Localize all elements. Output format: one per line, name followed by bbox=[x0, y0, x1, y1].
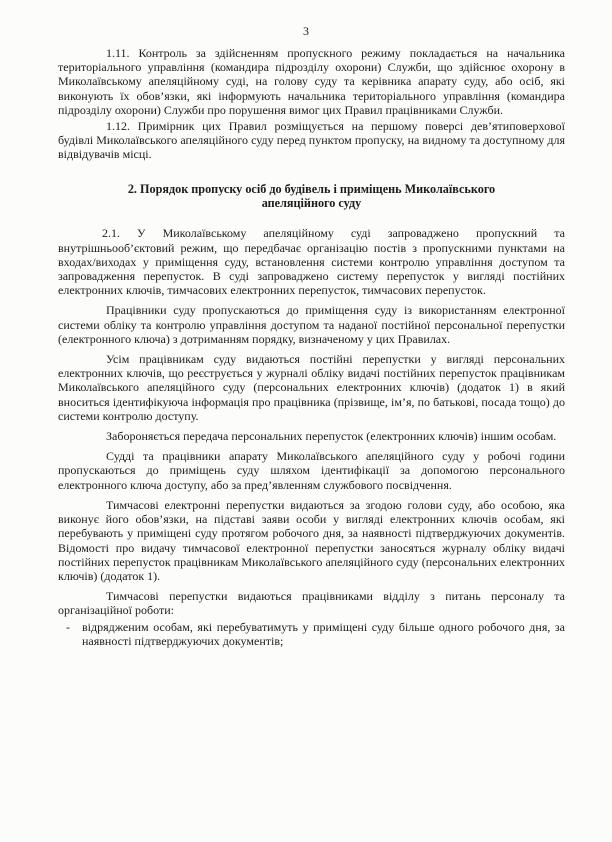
paragraph-staff-access: Працівники суду пропускаються до приміщення суду із використанням електронної системи обліку та контролю управління доступом та наданої постійної персональної перепустки (електронного ключа) з дотриманням порядку, визначеному у цих Правилах. bbox=[58, 303, 565, 346]
section-heading: 2. Порядок пропуску осіб до будівель і приміщень Миколаївського апеляційного суду bbox=[127, 181, 496, 211]
bullet-list bbox=[58, 620, 565, 648]
paragraph-2-1: 2.1. У Миколаївському апеляційному суді запроваджено пропускний та внутрішньооб’єктовий режим, що передбачає організацію постів з пропускними пунктами на входах/виходах у приміщення суду, встановлення системи контролю управління доступом та запровадження перепусток. В суді запроваджено систему перепусток у вигляді постійних електронних ключів, тимчасових електронних перепусток, тимчасових перепусток. bbox=[58, 226, 565, 298]
paragraph-permanent-passes: Усім працівникам суду видаються постійні перепустки у вигляді персональних електронних ключів, що реєструється у журналі обліку видачі постійних перепусток працівникам Миколаївського апеляційного суду (персональних електронних ключів) (додаток 1) в який вноситься ідентифікуюча інформація про працівника (прізвище, ім’я, по батькові, посада тощо) до системи контролю доступу. bbox=[58, 352, 565, 423]
paragraph-judges-access: Судді та працівники апарату Миколаївського апеляційного суду у робочі години пропускаються до приміщень суду шляхом ідентифікації за допомогою персонального електронного ключа доступу, або за пред’явленням службового посвідчення. bbox=[58, 449, 565, 492]
paragraph-temporary-electronic-passes: Тимчасові електронні перепустки видаються за згодою голови суду, або особою, яка виконує його обов’язки, на підставі заяви особи у вигляді електронних ключів особам, які перебувають у приміщені суду протягом робочого дня, за наявності підтверджуючих документів. Відомості про видачу тимчасової електронної перепустки заносяться журналу обліку видачі постійних перепусток працівникам Миколаївського апеляційного суду (персональних електронних ключів) (додаток 1). bbox=[58, 497, 565, 583]
paragraph-transfer-forbidden: Забороняється передача персональних перепусток (електронних ключів) іншим особам. bbox=[106, 429, 557, 444]
page-number: 3 bbox=[303, 24, 309, 38]
list-item bbox=[66, 620, 565, 648]
list-item-text: відрядженим особам, які перебуватимуть у приміщені суду більше одного робочого дня, за наявності підтверджуючих документів; bbox=[82, 619, 565, 648]
paragraph-1-11: 1.11. Контроль за здійсненням пропускного режиму покладається на начальника територіального управління (командира підрозділу охорони) Служби, що здійснює охорону в Миколаївському апеляційному суді, на голову суду та керівника апарату суду, або осіб, які виконують їх обов’язки, які інформують начальника територіального управління (командира підрозділу охорони) Служби про порушення вимог цих Правил працівниками Служби. bbox=[58, 46, 565, 117]
list-marker: - bbox=[66, 619, 70, 634]
paragraph-1-12: 1.12. Примірник цих Правил розміщується на першому поверсі дев’ятиповерхової будівлі Миколаївського апеляційного суду перед пунктом пропуску, на видному та доступному для відвідувачів місці. bbox=[58, 119, 565, 162]
document-body bbox=[58, 46, 565, 648]
paragraph-temporary-passes: Тимчасові перепустки видаються працівниками відділу з питань персоналу та організаційної роботи: bbox=[58, 589, 565, 618]
